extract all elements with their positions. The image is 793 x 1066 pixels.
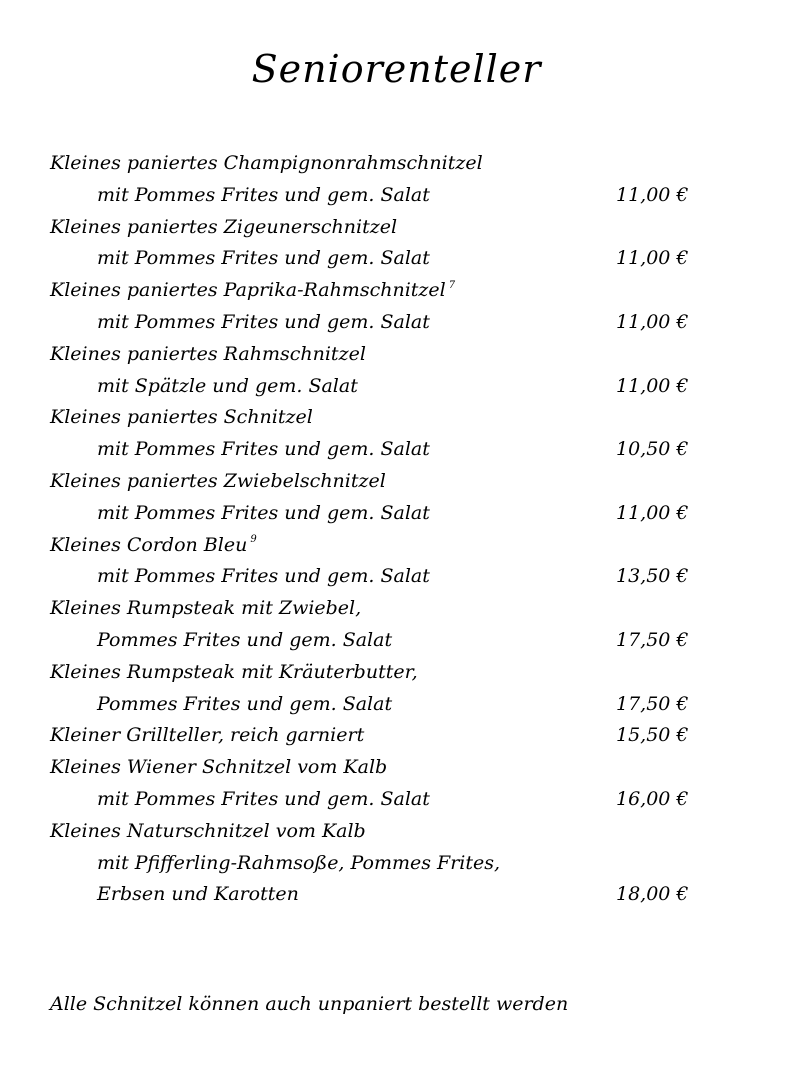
- item-price: 16,00 €: [616, 787, 689, 810]
- menu-item-name: [50, 816, 710, 848]
- menu-item-description: [50, 784, 710, 816]
- item-name-text: Kleines Wiener Schnitzel vom Kalb: [50, 756, 388, 779]
- item-description-text: mit Pommes Frites und gem. Salat: [97, 501, 430, 524]
- item-description-text: mit Pommes Frites und gem. Salat: [97, 183, 430, 206]
- item-price: 18,00 €: [616, 883, 689, 906]
- item-name-text: Kleines paniertes Schnitzel: [50, 406, 313, 429]
- menu-item-name: [50, 212, 710, 244]
- item-description-text: mit Pommes Frites und gem. Salat: [97, 247, 430, 270]
- item-price: 11,00 €: [616, 247, 689, 270]
- menu-item-description: [50, 625, 710, 657]
- menu-item-name: [50, 466, 710, 498]
- item-name-text: Kleiner Grillteller, reich garniert: [50, 724, 365, 747]
- additive-footnote-marker: 7: [448, 279, 456, 291]
- menu-item-description: [50, 434, 710, 466]
- menu-item-name: [50, 339, 710, 371]
- item-description-text: mit Pommes Frites und gem. Salat: [97, 565, 430, 588]
- menu-item-name: [50, 402, 710, 434]
- item-description-text: Pommes Frites und gem. Salat: [97, 628, 393, 651]
- additive-footnote-marker: 9: [250, 534, 257, 546]
- page-title: Seniorenteller: [251, 47, 542, 91]
- menu-item-description: [50, 561, 710, 593]
- item-price: 10,50 €: [616, 438, 689, 461]
- item-price: 11,00 €: [616, 501, 689, 524]
- menu-list: [50, 148, 710, 911]
- menu-item-name: [50, 530, 710, 562]
- item-price: 15,50 €: [616, 724, 689, 747]
- item-name-text: Kleines Naturschnitzel vom Kalb: [50, 819, 366, 842]
- menu-item-description: [50, 879, 710, 911]
- item-description-text: mit Pfifferling-Rahmsoße, Pommes Frites,: [97, 851, 501, 874]
- item-price: 11,00 €: [616, 310, 689, 333]
- item-description-text: mit Pommes Frites und gem. Salat: [97, 438, 430, 461]
- menu-item-name: [50, 657, 710, 689]
- item-description-text: mit Pommes Frites und gem. Salat: [97, 310, 430, 333]
- item-name-text: Kleines paniertes Paprika-Rahmschnitzel: [50, 279, 446, 302]
- menu-item-description: [50, 307, 710, 339]
- menu-item-description: [50, 848, 710, 880]
- menu-item-name: [50, 720, 710, 752]
- item-price: 11,00 €: [616, 374, 689, 397]
- item-name-text: Kleines paniertes Champignonrahmschnitzel: [50, 152, 483, 174]
- item-name-text: Kleines Rumpsteak mit Zwiebel,: [50, 597, 362, 620]
- item-description-text: mit Pommes Frites und gem. Salat: [97, 787, 430, 810]
- menu-item-description: [50, 180, 710, 212]
- menu-item-description: [50, 371, 710, 403]
- item-price: 17,50 €: [616, 692, 689, 715]
- menu-item-name: [50, 593, 710, 625]
- item-name-text: Kleines Rumpsteak mit Kräuterbutter,: [50, 660, 418, 683]
- menu-item-description: [50, 689, 710, 721]
- item-name-text: Kleines Cordon Bleu: [50, 533, 248, 556]
- menu-item-name: [50, 752, 710, 784]
- menu-item-name: [50, 148, 710, 180]
- item-price: 17,50 €: [616, 628, 689, 651]
- item-description-text: Pommes Frites und gem. Salat: [97, 692, 393, 715]
- footer-note: Alle Schnitzel können auch unpaniert bestellt werden: [50, 993, 569, 1015]
- item-name-text: Kleines paniertes Zwiebelschnitzel: [50, 469, 386, 492]
- item-price: 13,50 €: [616, 565, 689, 588]
- menu-item-description: [50, 498, 710, 530]
- item-name-text: Kleines paniertes Rahmschnitzel: [50, 342, 366, 365]
- item-description-text: Erbsen und Karotten: [97, 883, 299, 906]
- menu-item-name: [50, 275, 710, 307]
- menu-item-description: [50, 243, 710, 275]
- item-description-text: mit Spätzle und gem. Salat: [97, 374, 358, 397]
- item-price: 11,00 €: [616, 183, 689, 206]
- item-name-text: Kleines paniertes Zigeunerschnitzel: [50, 215, 398, 238]
